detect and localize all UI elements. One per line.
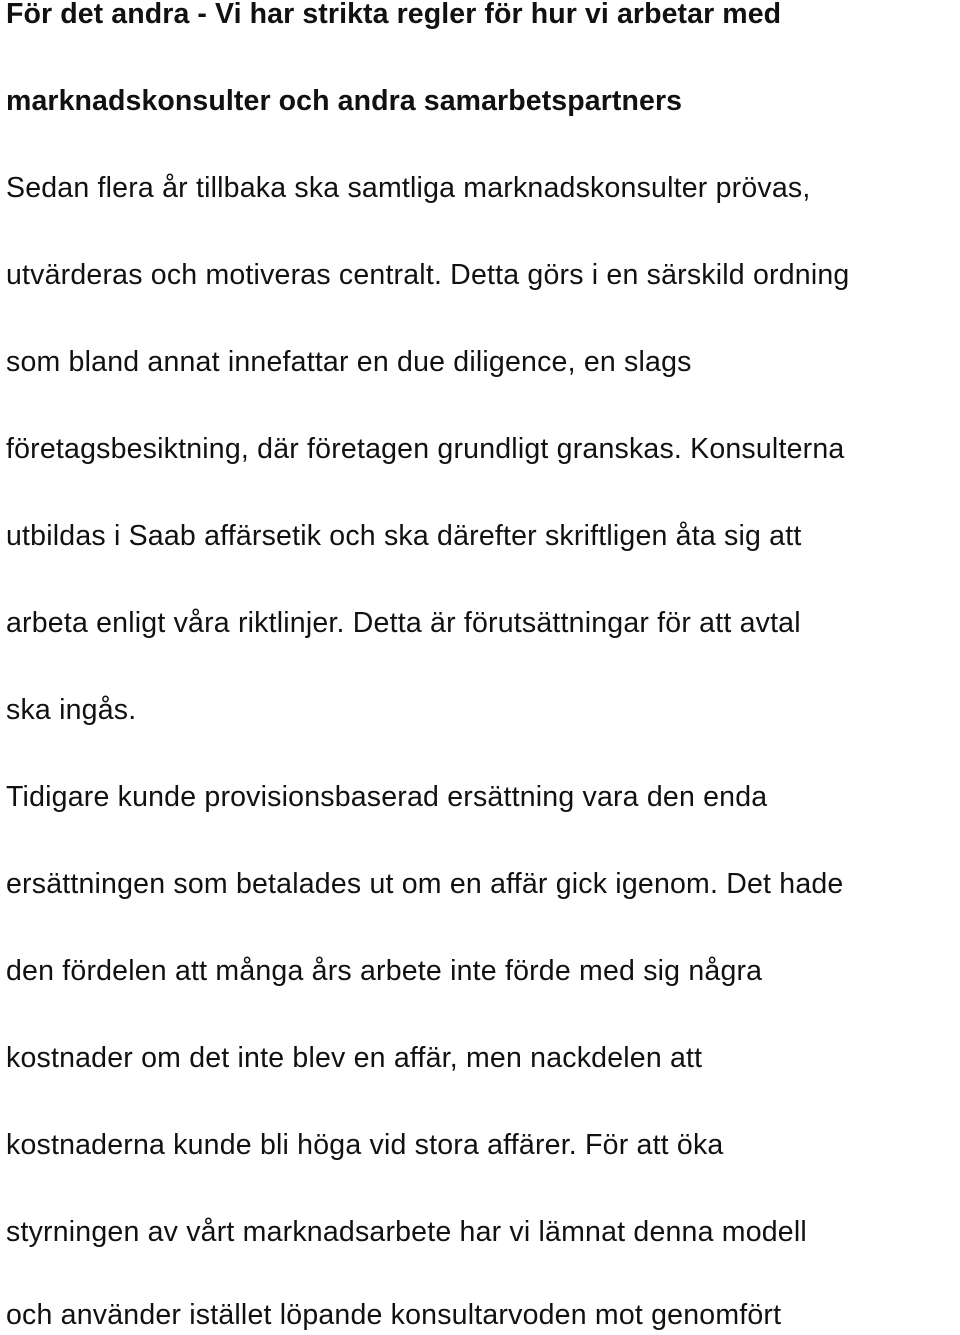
- heading-line-2: marknadskonsulter och andra samarbetspartners: [6, 85, 683, 117]
- paragraph-1-line-6: arbeta enligt våra riktlinjer. Detta är förutsättningar för att avtal: [6, 607, 801, 639]
- paragraph-1-line-7: ska ingås.: [6, 694, 137, 726]
- paragraph-1-line-3: som bland annat innefattar en due diligence, en slags: [6, 346, 692, 378]
- paragraph-2-line-4: kostnader om det inte blev en affär, men nackdelen att: [6, 1042, 703, 1074]
- paragraph-2-line-1: Tidigare kunde provisionsbaserad ersättning vara den enda: [6, 781, 768, 813]
- paragraph-1-line-4: företagsbesiktning, där företagen grundligt granskas. Konsulterna: [6, 433, 845, 465]
- paragraph-1-line-1: Sedan flera år tillbaka ska samtliga marknadskonsulter prövas,: [6, 172, 811, 204]
- paragraph-1-line-5: utbildas i Saab affärsetik och ska därefter skriftligen åta sig att: [6, 520, 802, 552]
- paragraph-2-line-3: den fördelen att många års arbete inte förde med sig några: [6, 955, 763, 987]
- paragraph-2-line-6: styrningen av vårt marknadsarbete har vi lämnat denna modell: [6, 1216, 807, 1248]
- heading-line-1: För det andra - Vi har strikta regler för hur vi arbetar med: [6, 0, 782, 30]
- paragraph-2-line-5: kostnaderna kunde bli höga vid stora affärer. För att öka: [6, 1129, 724, 1161]
- paragraph-2-line-7: och använder istället löpande konsultarvoden mot genomfört: [6, 1299, 782, 1331]
- paragraph-2-line-2: ersättningen som betalades ut om en affär gick igenom. Det hade: [6, 868, 844, 900]
- paragraph-1-line-2: utvärderas och motiveras centralt. Detta görs i en särskild ordning: [6, 259, 850, 291]
